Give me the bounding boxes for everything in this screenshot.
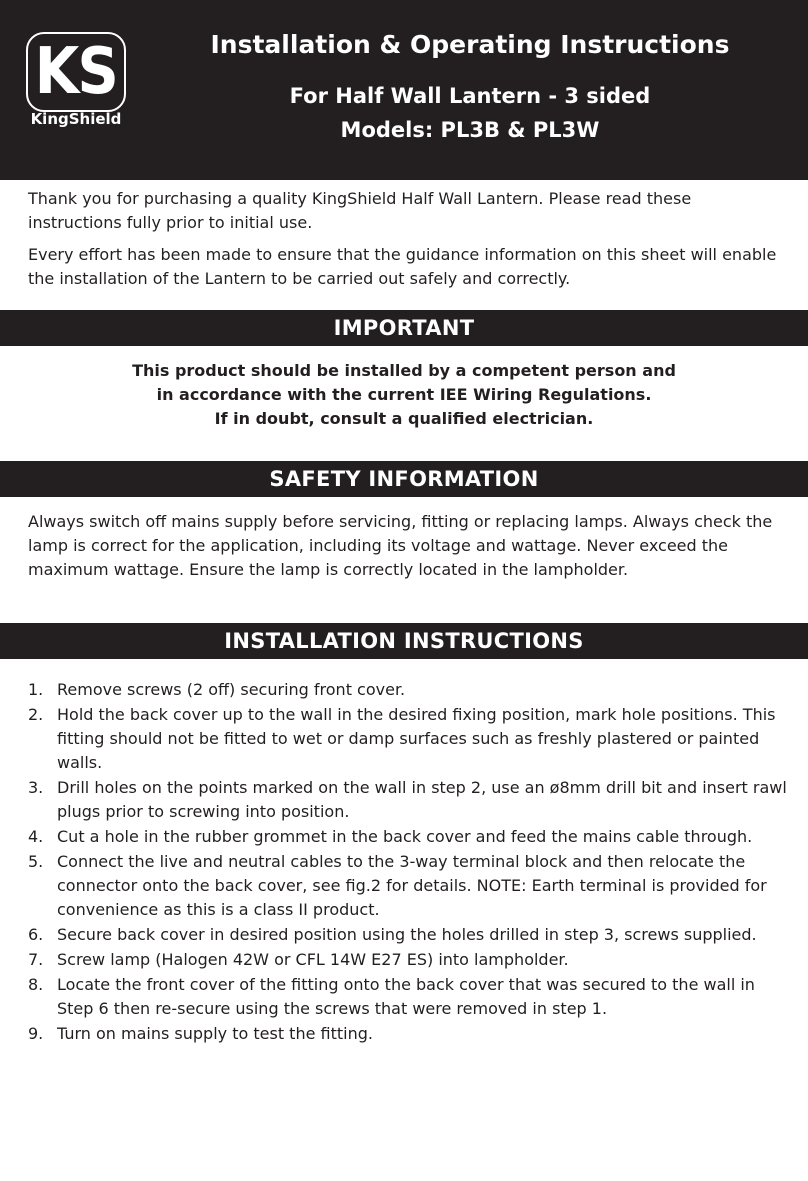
step-item (28, 850, 788, 922)
step-text: Cut a hole in the rubber grommet in the back cover and feed the mains cable through. (57, 827, 753, 846)
kingshield-logo (22, 30, 130, 140)
logo-ks-text: KS (34, 35, 118, 109)
intro-paragraph-2: Every effort has been made to ensure that the guidance information on this sheet will enable the installation of the Lantern to be carried out safely and correctly. (28, 245, 777, 288)
step-number: 4. (28, 827, 44, 846)
important-line-3: If in doubt, consult a qualified electrician. (214, 409, 594, 428)
header (0, 0, 808, 180)
step-item (28, 825, 788, 849)
important-line-2: in accordance with the current IEE Wiring Regulations. (156, 385, 652, 404)
step-text: Connect the live and neutral cables to the 3-way terminal block and then relocate the connector onto the back cover, see fig.2 for details. NOTE: Earth terminal is provided for convenience as this is a class II product. (57, 852, 767, 919)
step-item (28, 923, 788, 947)
step-item (28, 948, 788, 972)
installation-heading: INSTALLATION INSTRUCTIONS (0, 623, 808, 659)
installation-steps (28, 678, 788, 1047)
page-title: Installation & Operating Instructions (210, 30, 730, 59)
important-line-1: This product should be installed by a competent person and (132, 361, 676, 380)
logo-brand-name: KingShield (30, 110, 122, 128)
step-number: 5. (28, 852, 44, 871)
step-number: 7. (28, 950, 44, 969)
important-notice (0, 359, 808, 431)
product-subtitle: For Half Wall Lantern - 3 sided (289, 84, 651, 108)
safety-text: Always switch off mains supply before servicing, fitting or replacing lamps. Always check the lamp is correct for the application, including its voltage and wattage. Never exceed the maximum wattage. Ensure the lamp is correctly located in the lampholder. (28, 512, 773, 579)
intro-paragraph-1: Thank you for purchasing a quality KingShield Half Wall Lantern. Please read these instructions fully prior to initial use. (28, 189, 692, 232)
step-number: 1. (28, 680, 44, 699)
step-number: 3. (28, 778, 44, 797)
step-text: Remove screws (2 off) securing front cover. (57, 680, 406, 699)
step-number: 9. (28, 1024, 44, 1043)
step-number: 2. (28, 705, 44, 724)
safety-heading: SAFETY INFORMATION (0, 461, 808, 497)
step-item (28, 1022, 788, 1046)
step-item (28, 776, 788, 824)
product-models: Models: PL3B & PL3W (340, 118, 600, 142)
step-number: 6. (28, 925, 44, 944)
important-heading: IMPORTANT (0, 310, 808, 346)
step-item (28, 678, 788, 702)
step-text: Turn on mains supply to test the fitting. (57, 1024, 373, 1043)
logo-badge (26, 32, 126, 112)
step-text: Drill holes on the points marked on the wall in step 2, use an ø8mm drill bit and insert rawl plugs prior to screwing into position. (57, 778, 787, 821)
step-text: Hold the back cover up to the wall in the desired fixing position, mark hole positions. This fitting should not be fitted to wet or damp surfaces such as freshly plastered or painted walls. (57, 705, 776, 772)
step-item (28, 973, 788, 1021)
step-item (28, 703, 788, 775)
step-text: Locate the front cover of the fitting onto the back cover that was secured to the wall in Step 6 then re-secure using the screws that were removed in step 1. (57, 975, 755, 1018)
step-text: Secure back cover in desired position using the holes drilled in step 3, screws supplied. (57, 925, 757, 944)
step-text: Screw lamp (Halogen 42W or CFL 14W E27 ES) into lampholder. (57, 950, 569, 969)
step-number: 8. (28, 975, 44, 994)
